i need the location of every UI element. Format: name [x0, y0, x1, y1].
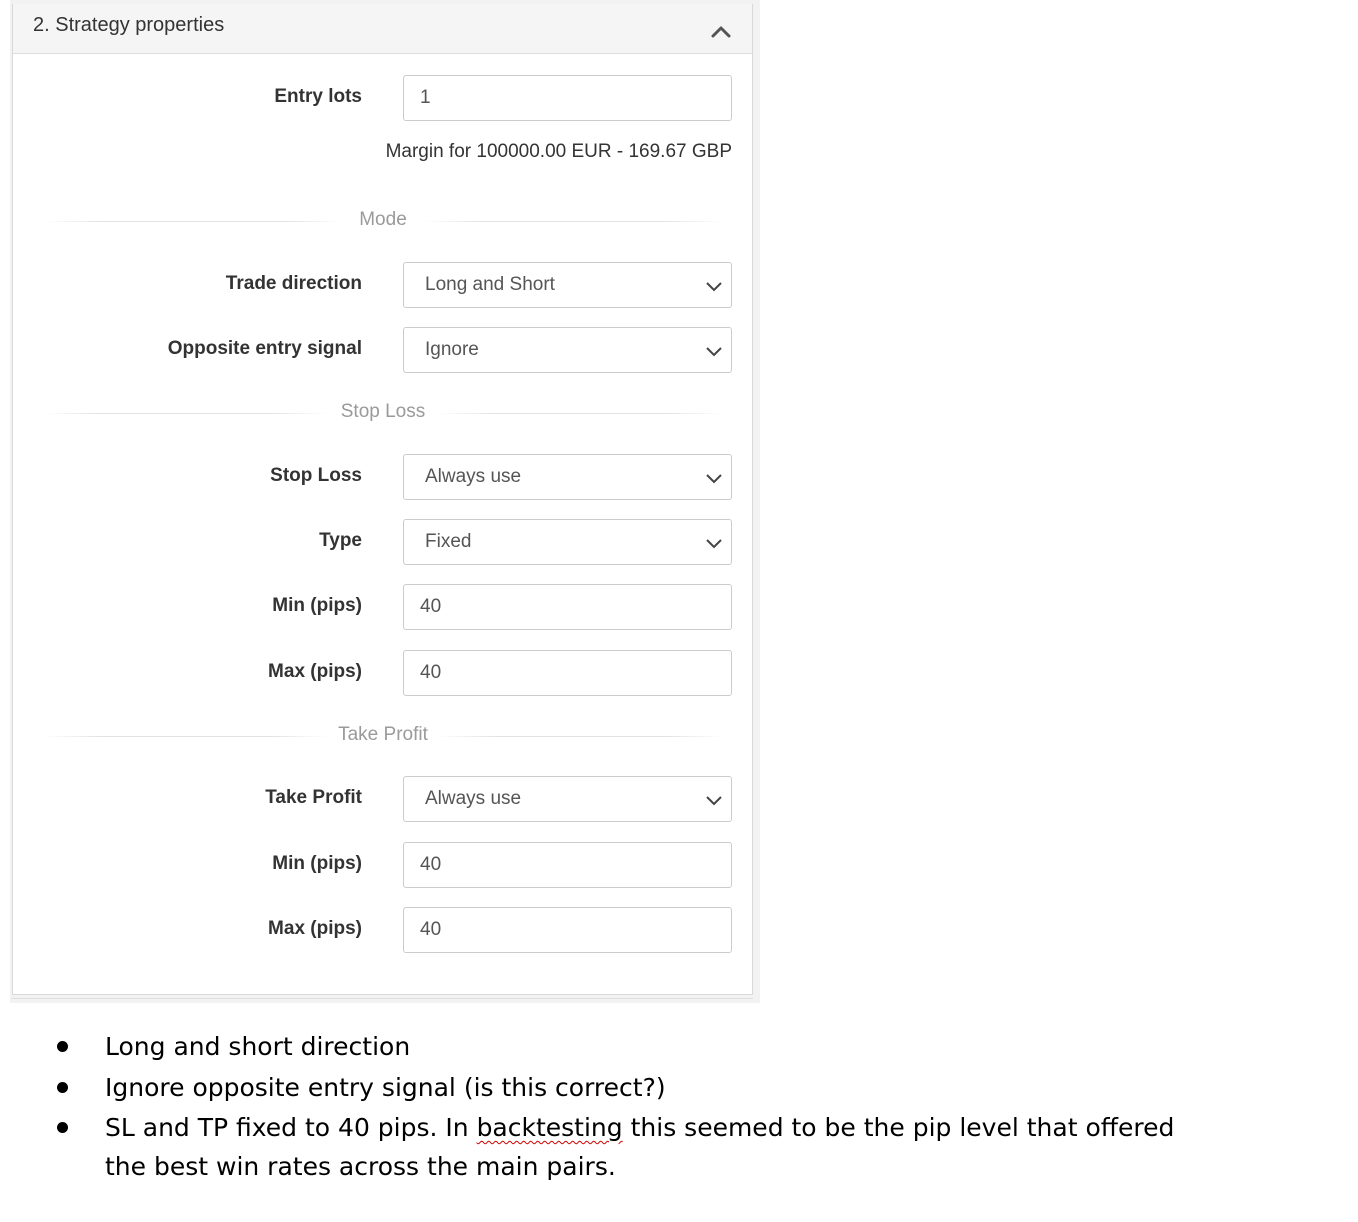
- opposite-entry-signal-value: Ignore: [425, 339, 479, 360]
- margin-hint: Margin for 100000.00 EUR - 169.67 GBP: [385, 141, 732, 162]
- entry-lots-label: Entry lots: [274, 86, 362, 107]
- section-title-take-profit: Take Profit: [328, 724, 438, 745]
- note-text: [105, 1113, 1174, 1181]
- take-profit-max-input[interactable]: 40: [403, 907, 732, 953]
- trade-direction-row: [13, 262, 752, 308]
- note-text: Long and short direction: [105, 1032, 411, 1061]
- bullet-icon: [57, 1041, 68, 1052]
- stop-loss-label: Stop Loss: [270, 465, 362, 486]
- entry-lots-row: [13, 75, 752, 121]
- note-text-part: SL and TP fixed to 40 pips. In: [105, 1113, 477, 1142]
- chevron-down-icon: [705, 534, 723, 548]
- bullet-icon: [57, 1082, 68, 1093]
- chevron-down-icon: [705, 791, 723, 805]
- stop-loss-max-input[interactable]: 40: [403, 650, 732, 696]
- list-item: [105, 1068, 1215, 1107]
- stop-loss-select[interactable]: [403, 454, 732, 500]
- take-profit-min-label: Min (pips): [272, 853, 362, 874]
- stop-loss-min-row: [13, 584, 752, 630]
- strategy-properties-panel: [12, 4, 753, 995]
- strategy-properties-panel-wrapper: [10, 0, 760, 1003]
- section-divider-stop-loss: [43, 401, 723, 425]
- chevron-down-icon: [705, 469, 723, 483]
- chevron-down-icon: [705, 277, 723, 291]
- take-profit-value: Always use: [425, 788, 522, 809]
- list-item: [105, 1108, 1215, 1186]
- section-title-stop-loss: Stop Loss: [331, 401, 436, 422]
- stop-loss-min-label: Min (pips): [272, 595, 362, 616]
- trade-direction-label: Trade direction: [225, 273, 362, 294]
- stop-loss-max-row: [13, 650, 752, 696]
- note-text: Ignore opposite entry signal (is this correct?): [105, 1073, 666, 1102]
- take-profit-min-input[interactable]: 40: [403, 842, 732, 888]
- take-profit-select[interactable]: [403, 776, 732, 822]
- misspelled-word[interactable]: backtesting: [476, 1113, 623, 1142]
- take-profit-label: Take Profit: [265, 787, 362, 808]
- take-profit-row: [13, 776, 752, 822]
- section-title-mode: Mode: [349, 209, 417, 230]
- trade-direction-value: Long and Short: [425, 274, 555, 295]
- bullet-icon: [57, 1122, 68, 1133]
- section-divider-take-profit: [43, 724, 723, 748]
- take-profit-max-row: [13, 907, 752, 953]
- entry-lots-input[interactable]: 1: [403, 75, 732, 121]
- panel-heading[interactable]: [13, 4, 752, 54]
- panel-title: 2. Strategy properties: [33, 14, 225, 36]
- opposite-entry-signal-select[interactable]: [403, 327, 732, 373]
- stop-loss-min-input[interactable]: 40: [403, 584, 732, 630]
- take-profit-max-label: Max (pips): [268, 918, 362, 939]
- stop-loss-row: [13, 454, 752, 500]
- chevron-down-icon: [705, 342, 723, 356]
- stop-loss-type-row: [13, 519, 752, 565]
- chevron-up-icon[interactable]: [709, 20, 733, 42]
- opposite-entry-signal-row: [13, 327, 752, 373]
- opposite-entry-signal-label: Opposite entry signal: [167, 338, 362, 359]
- stop-loss-value: Always use: [425, 466, 522, 487]
- stop-loss-max-label: Max (pips): [268, 661, 362, 682]
- next-panel-edge: [12, 998, 753, 1003]
- take-profit-min-row: [13, 842, 752, 888]
- trade-direction-select[interactable]: [403, 262, 732, 308]
- list-item: [105, 1027, 1215, 1066]
- note-text-part: this seemed to be the pip level that offered the best win rates across the main pairs.: [105, 1113, 1175, 1181]
- stop-loss-type-label: Type: [319, 530, 362, 551]
- stop-loss-type-select[interactable]: [403, 519, 732, 565]
- section-divider-mode: [43, 209, 723, 233]
- stop-loss-type-value: Fixed: [425, 531, 472, 552]
